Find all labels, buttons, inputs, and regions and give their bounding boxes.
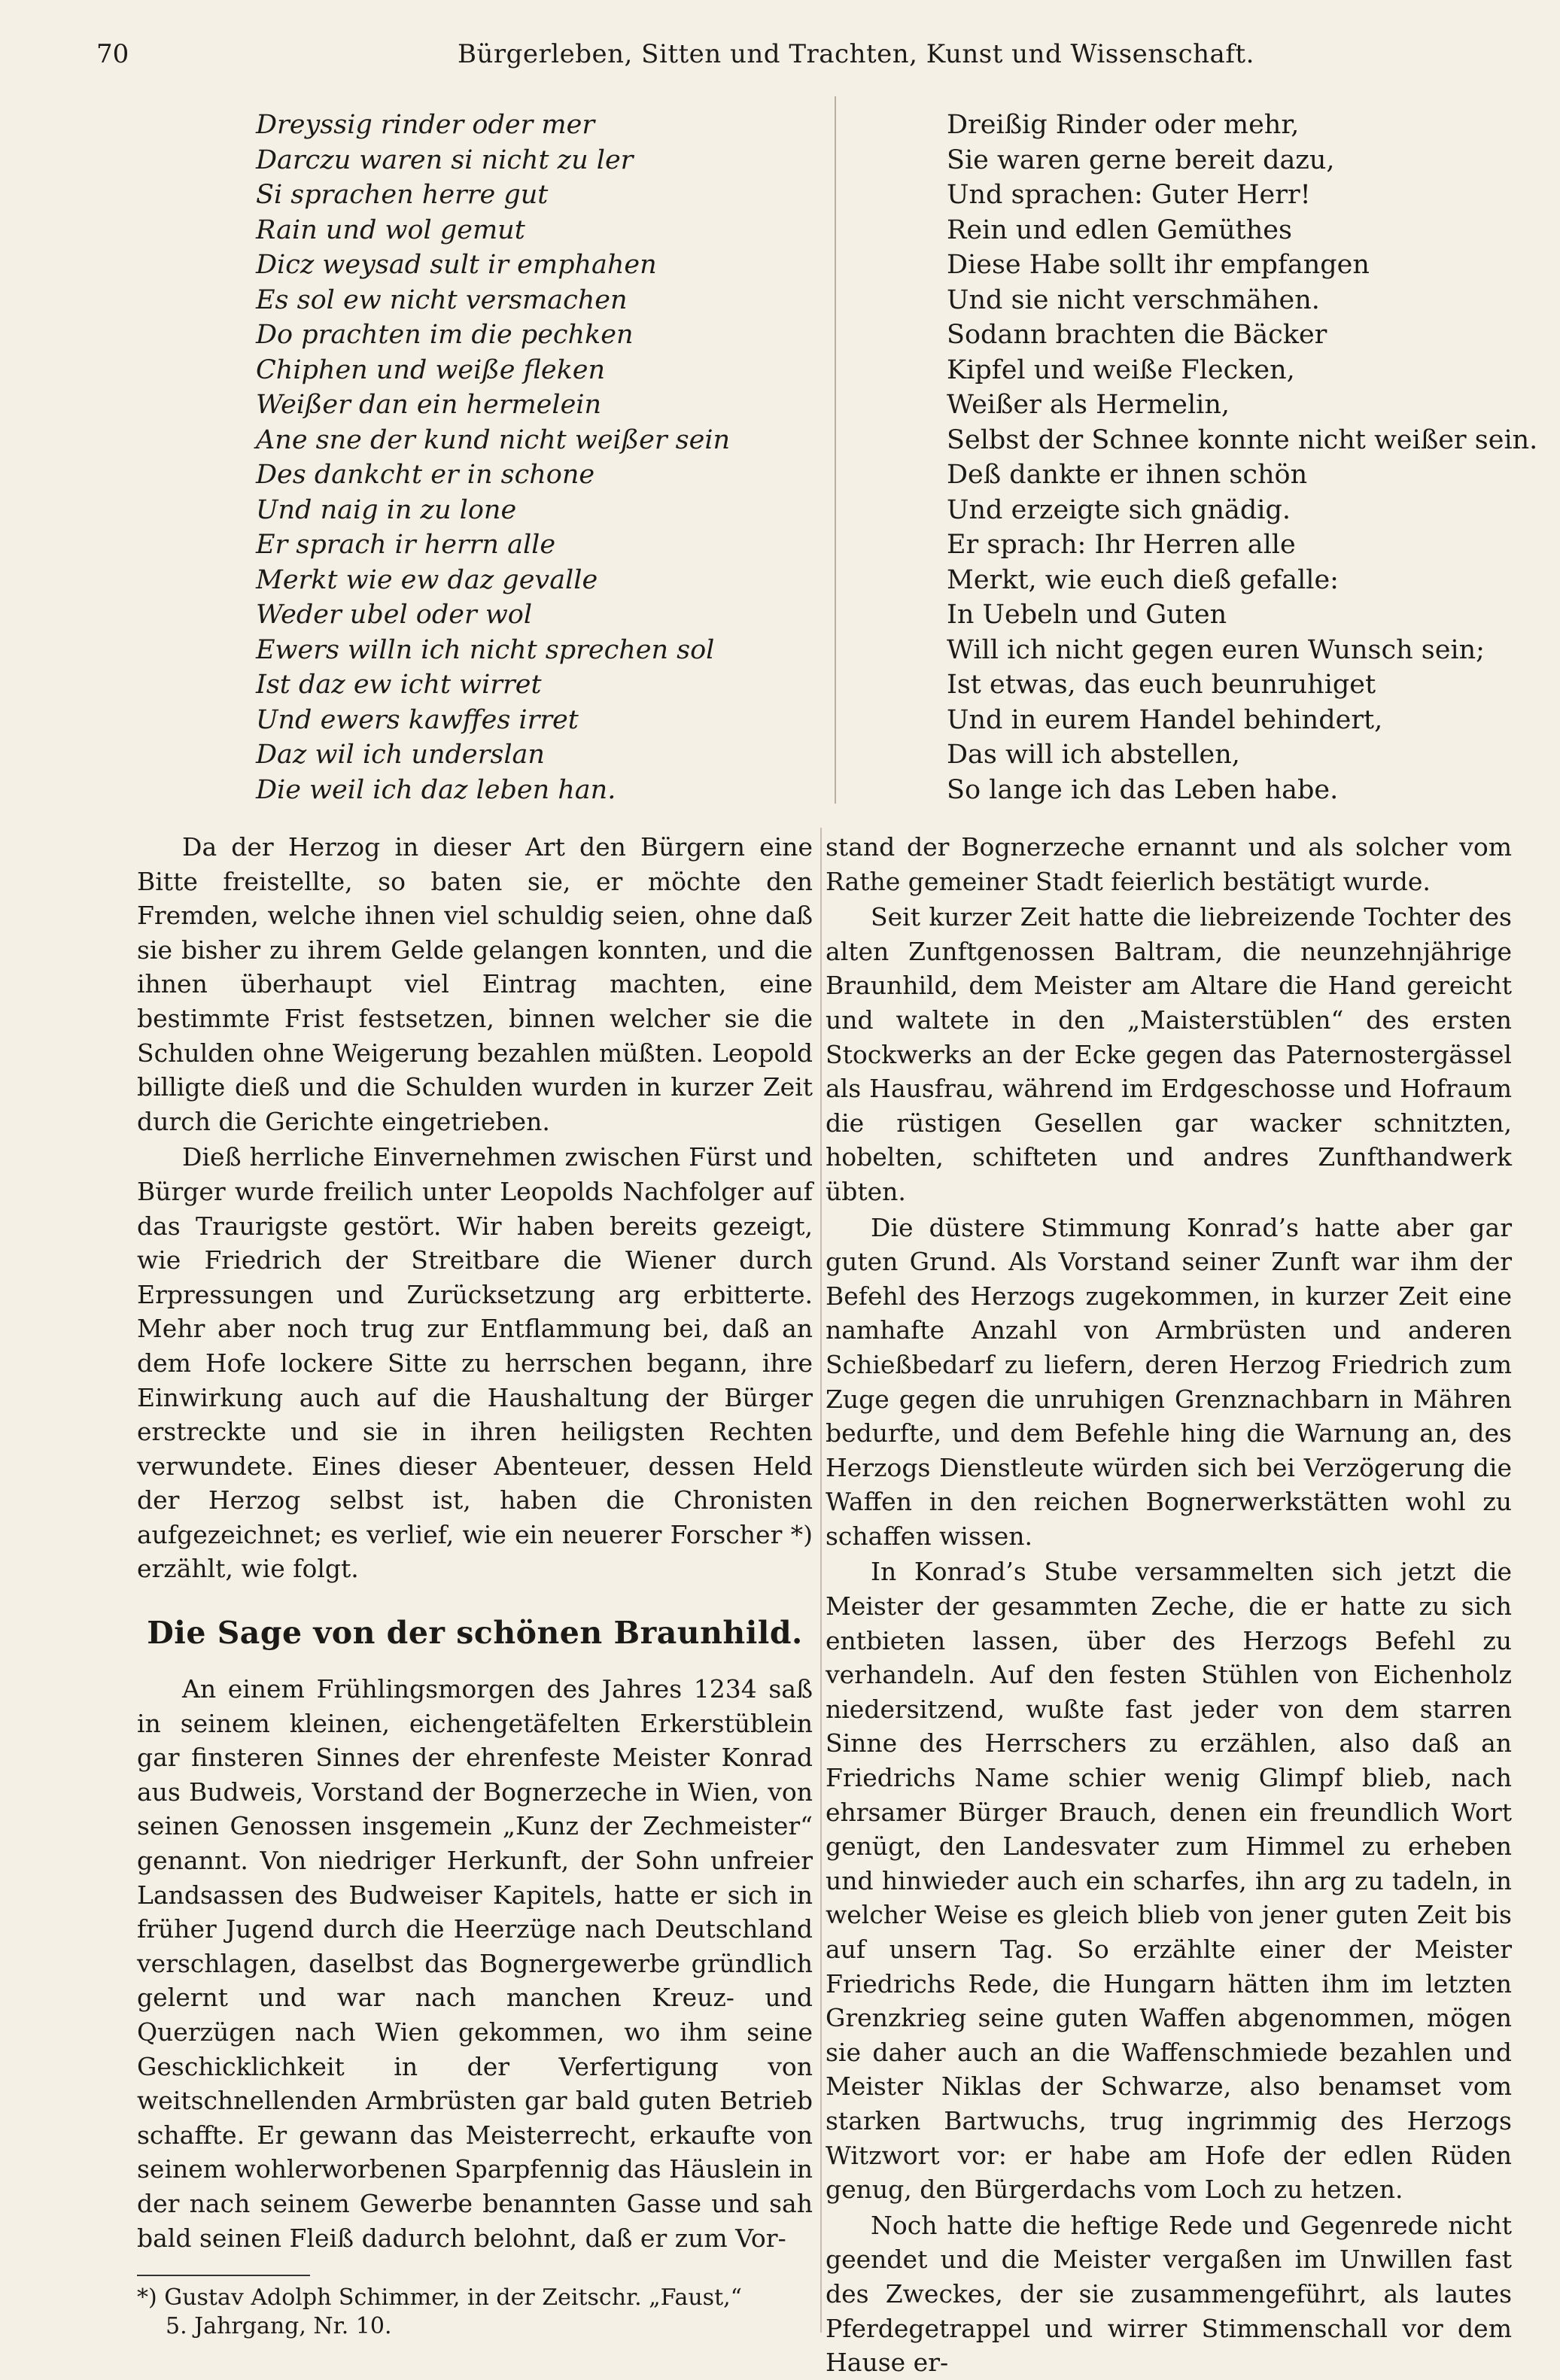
poem-line: Weißer dan ein hermelein [256, 390, 602, 420]
poem-line: Die weil ich daz leben han. [256, 774, 616, 805]
poem-line: Will ich nicht gegen euren Wunsch sein; [947, 634, 1485, 665]
poem-line: Rain und wol gemut [256, 214, 525, 245]
right-text-column [826, 830, 1512, 2380]
paragraph: In Konrad’s Stube versammelten sich jetzt die Meister der gesammten Zeche, die er hatte zu sich entbieten lassen, über des Herzogs Befehl zu verhandeln. Auf den festen Stühlen von Eichenholz niedersitzend, wußte fast jeder von dem starren Sinne des Herrschers zu erzählen, also daß an Friedrichs Name schier wenig Glimpf blieb, nach ehrsamer Bürger Brauch, denen ein freundlich Wort genügt, den Landesvater zum Himmel zu erheben und hinwieder auch ein scharfes, ihn arg zu tadeln, in welcher Weise es gleich blieb von jener guten Zeit bis auf unsern Tag. So erzählte einer der Meister Friedrichs Rede, die Hungarn hätten ihm im letzten Grenzkrieg seine guten Waffen abgenommen, mögen sie daher auch an die Waffenschmiede bezahlen und Meister Niklas der Schwarze, also benamset vom starken Bartwuchs, trug ingrimmig des Herzogs Witzwort vor: er habe am Hofe der edlen Rüden genug, den Bürgerdachs vom Loch zu hetzen. [826, 1557, 1512, 2205]
poem-line: Rein und edlen Gemüthes [947, 214, 1292, 245]
poem-line: Er sprach: Ihr Herren alle [947, 530, 1296, 560]
poem-line: Merkt wie ew daz gevalle [256, 564, 598, 595]
poem-line: Es sol ew nicht versmachen [256, 284, 628, 315]
poem-line: Dreißig Rinder oder mehr, [947, 110, 1300, 140]
poem-line: Daz wil ich underslan [256, 740, 545, 770]
footnote-line: 5. Jahrgang, Nr. 10. [166, 2313, 392, 2340]
paragraph: Seit kurzer Zeit hatte die liebreizende Tochter des alten Zunftgenossen Baltram, die neunzehnjährige Braunhild, dem Meister am Altare die Hand gereicht und waltete in den „Maisterstüblen“ des ersten Stockwerks an der Ecke gegen das Paternostergässel als Hausfrau, während im Erdgeschosse und Hofraum die rüstigen Gesellen gar wacker schnitzten, hobelten, schifteten und andres Zunfthandwerk übten. [826, 902, 1512, 1206]
poem-line: Ewers willn ich nicht sprechen sol [256, 634, 715, 665]
poem-line: Selbst der Schnee konnte nicht weißer sein. [947, 424, 1538, 455]
poem-line: Ane sne der kund nicht weißer sein [256, 424, 731, 455]
poem-line: Kipfel und weiße Flecken, [947, 354, 1295, 385]
poem-line: Und sie nicht verschmähen. [947, 284, 1320, 315]
poem-line: Do prachten im die pechken [256, 320, 634, 350]
left-text-column [137, 830, 813, 2341]
footnote [137, 2284, 813, 2341]
poem-line: Ist daz ew icht wirret [256, 670, 542, 700]
poem-line: Und ewers kawffes irret [256, 704, 579, 735]
poem-line: In Uebeln und Guten [947, 600, 1227, 630]
page-header [96, 39, 1466, 84]
poem-line: Dreyssig rinder oder mer [256, 110, 595, 140]
poem-line: Er sprach ir herrn alle [256, 530, 556, 560]
poem-translation-column [947, 108, 1538, 807]
poem-line: Dicz weysad sult ir emphahen [256, 250, 657, 280]
paragraph: Dieß herrliche Einvernehmen zwischen Fürst und Bürger wurde freilich unter Leopolds Nachfolger auf das Traurigste gestört. Wir haben bereits gezeigt, wie Friedrich der Streitbare die Wiener durch Erpressungen und Zurücksetzung arg erbitterte. Mehr aber noch trug zur Entflammung bei, daß an dem Hofe lockere Sitte zu herrschen begann, ihre Einwirkung auch auf die Haushaltung der Bürger erstreckte und sie in ihren heiligsten Rechten verwundete. Eines dieser Abenteuer, dessen Held der Herzog selbst ist, haben die Chronisten aufgezeichnet; es verlief, wie ein neuerer Forscher *) erzählt, wie folgt. [137, 1142, 813, 1584]
paragraph: Noch hatte die heftige Rede und Gegenrede nicht geendet und die Meister vergaßen im Unwillen fast des Zweckes, der sie zusammengeführt, als lautes Pferdegetrappel und wirrer Stimmenschall vor dem Hause er- [826, 2210, 1512, 2378]
paragraph: stand der Bognerzeche ernannt und als solcher vom Rathe gemeiner Stadt feierlich bestätigt wurde. [826, 832, 1512, 896]
poem-line: Si sprachen herre gut [256, 180, 549, 210]
poem-line: Chiphen und weiße fleken [256, 354, 606, 385]
poem-line: Merkt, wie euch dieß gefalle: [947, 564, 1339, 595]
poem-original-column [256, 108, 835, 807]
poem-line: Und naig in zu lone [256, 494, 517, 525]
poem-line: Und erzeigte sich gnädig. [947, 494, 1291, 525]
poem-line: So lange ich das Leben habe. [947, 774, 1339, 805]
paragraph: Die düstere Stimmung Konrad’s hatte aber gar guten Grund. Als Vorstand seiner Zunft war ihm der Befehl des Herzogs zugekommen, in kurzer Zeit eine namhafte Anzahl von Armbrüsten und anderen Schießbedarf zu liefern, deren Herzog Friedrich zum Zuge gegen die unruhigen Grenznachbarn in Mähren bedurfte, und dem Befehle hing die Warnung an, des Herzogs Dienstleute würden sich bei Verzögerung die Waffen in den reichen Bognerwerkstätten wohl zu schaffen wissen. [826, 1212, 1512, 1551]
footnote-rule [137, 2275, 310, 2276]
running-title: Bürgerleben, Sitten und Trachten, Kunst und Wissenschaft. [458, 39, 1254, 69]
poem-divider [835, 96, 836, 804]
paragraph: An einem Frühlingsmorgen des Jahres 1234 saß in seinem kleinen, eichengetäfelten Erkerstüblein gar finsteren Sinnes der ehrenfeste Meister Konrad aus Budweis, Vorstand der Bognerzeche in Wien, von seinen Genossen insgemein „Kunz der Zechmeister“ genannt. Von niedriger Herkunft, der Sohn unfreier Landsassen des Budweiser Kapitels, hatte er sich in früher Jugend durch die Heerzüge nach Deutschland verschlagen, daselbst das Bognergewerbe gründlich gelernt und war nach manchen Kreuz- und Querzügen nach Wien gekommen, wo ihm seine Geschicklichkeit in der Verfertigung von weitschnellenden Armbrüsten gar bald guten Betrieb schaffte. Er gewann das Meisterrecht, erkaufte von seinem wohlerworbenen Sparpfennig das Häuslein in der nach seinem Gewerbe benannten Gasse und sah bald seinen Fleiß dadurch belohnt, daß er zum Vor- [137, 1674, 813, 2253]
poem-line: Sie waren gerne bereit dazu, [947, 144, 1335, 175]
poem-line: Weißer als Hermelin, [947, 390, 1230, 420]
poem-line: Und in eurem Handel behindert, [947, 704, 1383, 735]
poem-line: Deß dankte er ihnen schön [947, 460, 1308, 490]
section-heading: Die Sage von der schönen Braunhild. [147, 1615, 803, 1652]
poem-line: Ist etwas, das euch beunruhiget [947, 670, 1376, 700]
poem-line: Weder ubel oder wol [256, 600, 533, 630]
page-number: 70 [96, 39, 129, 69]
poem-line: Diese Habe sollt ihr empfangen [947, 250, 1370, 280]
poem-line: Des dankcht er in schone [256, 460, 595, 490]
column-divider [820, 828, 822, 2333]
poem-line: Das will ich abstellen, [947, 740, 1240, 770]
poem-line: Darczu waren si nicht zu ler [256, 144, 634, 175]
poem-line: Und sprachen: Guter Herr! [947, 180, 1311, 210]
paragraph: Da der Herzog in dieser Art den Bürgern eine Bitte freistellte, so baten sie, er möchte den Fremden, welche ihnen viel schuldig seien, ohne daß sie bisher zu ihrem Gelde gelangen konnten, und die ihnen überhaupt viel Eintrag machten, eine bestimmte Frist festsetzen, binnen welcher sie die Schulden ohne Weigerung bezahlen müßten. Leopold billigte dieß und die Schulden wurden in kurzer Zeit durch die Gerichte eingetrieben. [137, 832, 813, 1136]
poem-line: Sodann brachten die Bäcker [947, 320, 1327, 350]
footnote-line: *) Gustav Adolph Schimmer, in der Zeitschr. „Faust,“ [137, 2284, 742, 2312]
